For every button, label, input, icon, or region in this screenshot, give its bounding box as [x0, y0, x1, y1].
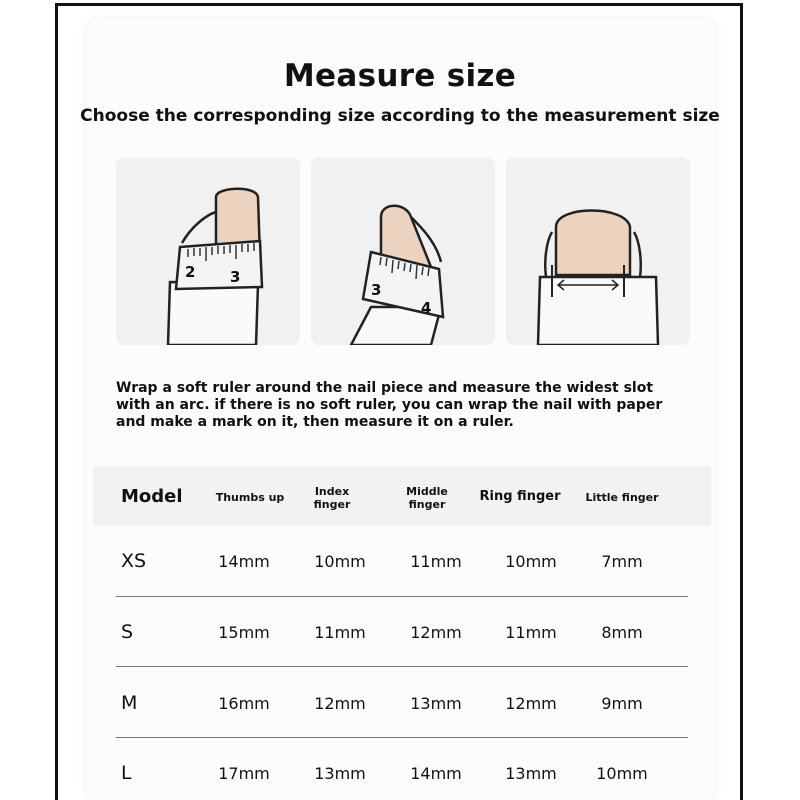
nail-width-illustration [506, 157, 690, 345]
header-middle-finger: Middle finger [406, 485, 448, 511]
measurement-instructions [116, 380, 696, 431]
nail-width-arrow-icon [506, 157, 690, 345]
header-ring-finger: Ring finger [479, 489, 561, 504]
instruction-line: with an arc. if there is no soft ruler, you can wrap the nail with paper [116, 397, 663, 413]
page-subtitle: Choose the corresponding size according to the measurement size [80, 106, 720, 126]
row-divider [116, 737, 688, 738]
ring-size: 10mm [505, 552, 557, 571]
index-size: 13mm [314, 764, 366, 783]
instruction-line: Wrap a soft ruler around the nail piece and measure the widest slot [116, 380, 654, 396]
row-model: XS [121, 550, 147, 572]
svg-text:3: 3 [230, 268, 241, 286]
index-size: 11mm [314, 623, 366, 642]
thumb-ruler-icon [116, 157, 300, 345]
header-model: Model [121, 486, 183, 507]
middle-size: 13mm [410, 694, 462, 713]
finger-ruler-illustration [311, 157, 495, 345]
thumb-ruler-illustration [116, 157, 300, 345]
header-thumbs-up: Thumbs up [215, 491, 285, 504]
svg-text:2: 2 [185, 263, 196, 281]
little-size: 7mm [601, 552, 643, 571]
little-size: 8mm [601, 623, 643, 642]
header-little-finger: Little finger [585, 491, 659, 504]
middle-size: 11mm [410, 552, 462, 571]
row-model: S [121, 621, 134, 643]
thumb-size: 17mm [218, 764, 270, 783]
svg-text:4: 4 [421, 299, 432, 317]
header-index-finger: Index finger [313, 485, 351, 511]
index-size: 10mm [314, 552, 366, 571]
row-model: L [121, 762, 132, 784]
page-title: Measure size [283, 58, 517, 94]
middle-size: 12mm [410, 623, 462, 642]
thumb-size: 14mm [218, 552, 270, 571]
row-model: M [121, 692, 138, 714]
index-size: 12mm [314, 694, 366, 713]
ring-size: 11mm [505, 623, 557, 642]
little-size: 10mm [596, 764, 648, 783]
svg-text:3: 3 [371, 281, 382, 299]
thumb-size: 16mm [218, 694, 270, 713]
row-divider [116, 596, 688, 597]
finger-ruler-icon [311, 157, 495, 345]
instruction-line: and make a mark on it, then measure it on a ruler. [116, 414, 514, 430]
ring-size: 13mm [505, 764, 557, 783]
row-divider [116, 666, 688, 667]
ring-size: 12mm [505, 694, 557, 713]
thumb-size: 15mm [218, 623, 270, 642]
middle-size: 14mm [410, 764, 462, 783]
little-size: 9mm [601, 694, 643, 713]
